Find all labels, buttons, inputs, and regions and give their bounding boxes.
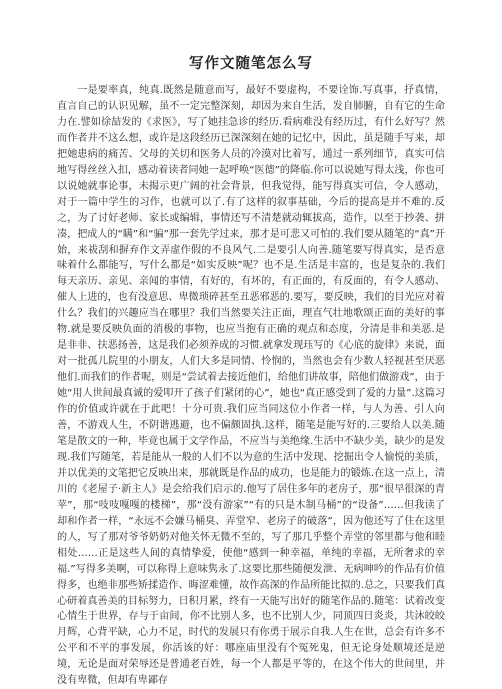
document-title: 写作文随笔怎么写 xyxy=(189,56,313,72)
document-body: 一是要率真，纯真.既然是随意而写，最好不要虚构，不要诠饰.写真事，抒真情，直言自己的认识见解，虽不一定完整深刻，却因为来自生活，发自肺腑，自有它的生命力在.譬如徐喆发的《求医》，写了她挂急诊的经历.看病难没有经历过，有什么好写？然而作者并不这么想，或许是这段经历已深深刻在她的记忆中，因此，虽是随手写来，却把她患病的痛苦、父母的关切和医务人员的冷漠对比着写，通过一系列细节，真实可信地写得丝丝入扣，感动着读者同她一起呼唤“医德”的降临.你可以说她写得太浅，你也可以说她就事论事，未揭示更广阔的社会背景，但我觉得，能写得真实可信，令人感动，对于一篇中学生的习作，也就可以了.有了这样的叙事基础，今后的提高是并不难的.反之，为了讨好老师、家长或编辑，事情还写不清楚就动辄拔高，造作，以至于抄袭、拼凑，把成人的“瞒”和“骗”那一套先学过来，那才是可悲又可怕的.我们要从随笔的“真”开始，来祓刮和摒弃作文弄虚作假的不良风气.二是要引人向善.随笔要写得真实，是否意味着什么都能写，写什么都是“如实反映”呢？也不是.生活是丰富的，也是复杂的.我们每天亲历、亲见、亲闻的事情，有好的，有坏的，有正面的，有反面的，有令人感动、催人上进的，也有没意思、卑微琐碎甚至丑恶邪恶的.要写，要反映，我们的目光应对着什么？我们的兴趣应当在哪里？我们当然要关注正面，理直气壮地歌颂正面的美好的事物.就是要反映负面的消极的事物，也应当抱有正确的观点和态度，分清是非和美恶.是是非非、扶恶扬善，这是我们必须养成的习惯.就拿发现珏写的《心底的旋律》来说，面对一批孤儿院里的小朋友，人们大多是同情、怜悯的，当然也会有少数人轻视甚至厌恶他们.而我们的作者呢，则是“尝试着去接近他们，给他们讲故事，陪他们做游戏”，由于她“用人世间最真诚的爱叩开了孩子们紧闭的心”，她也“真正感受到了爱的力量”.这篇习作的价值或许就在于此吧！十分可贵.我们应当同这位小作者一样，与人为善、引人向善，不游戏人生，不阴谐逃避，也不偏颇固执.这样，随笔是能写好的.三要给人以美.随笔是散文的一种，毕竟也属于文学作品，不应当与美绝缘.生活中不缺少美，缺少的是发现.我们写随笔，若是能从一般的人们不以为意的生活中发现、挖掘出令人愉悦的美质，并以优美的文笔把它反映出来，那就既是作品的成功，也是能力的锻炼.在这一点上，清川的《老屋子·新主人》是会给我们启示的.他写了居住多年的老房子，那“很早很深的青苹”，那“吱吱嘎嘎的楼梯”，那“没有游家”“有的只是木制马桶”的“设备”……但我读了却和作者一样，“永远不会嫌马桶臭、弄堂窄、老房子的破落”，因为他还写了住在这里的人，写了那对爷爷奶奶对他关怀无微不至的，写了那几乎整个弄堂的邻里都与他和睦相处……正是这些人间的真情挚爱，使他“感到一种幸福，单纯的幸福，无所奢求的幸福.”写得多美啊，可以称得上意味隽永了.这要比那些随便发泄、无病呻吟的作品有价值得多，也绝非那些矫揉造作、晦涩难懂，故作高深的作品所能比拟的.总之，只要我们真心研着真善美的目标努力，日积月累，终有一天能写出好的随笔作品的.随笔：试着改变心情生于世界，存与于亩间，你不比别人多，也不比别人少，同顶四日炎炎，共沐皎皎月辉，心背平缺，心力不足，时代的发展只有你勇于展示自我.人生在世，总会有许多不公平和不平的事发展，你活该的好：哪座庙里没有个冤死鬼，但无论身处顺境还是逆境，无论是面对荣辱还是普通老百姓，每一个人都是平等的，在这个伟大的世间里，并没有卑微，但却有卑鄙存 xyxy=(57,85,445,687)
